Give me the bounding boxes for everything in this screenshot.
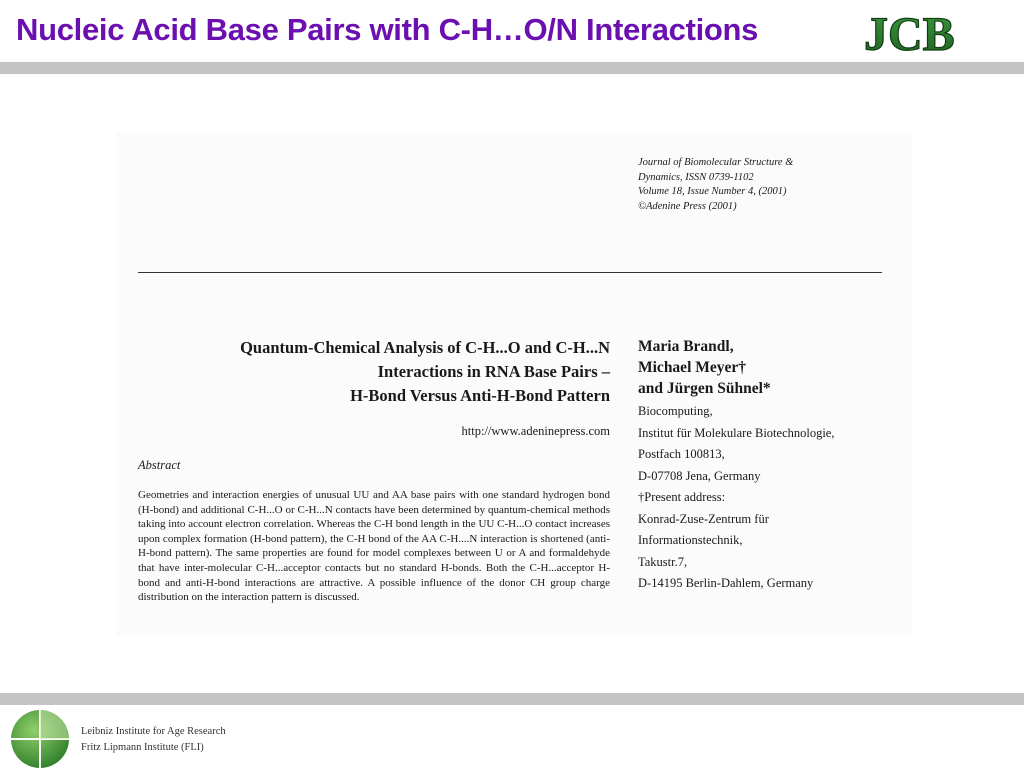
slide-title: Nucleic Acid Base Pairs with C-H…O/N Interactions <box>16 12 759 47</box>
article-title-line: Quantum-Chemical Analysis of C-H...O and C-H...N <box>240 338 610 357</box>
affiliation-line: D-14195 Berlin-Dahlem, Germany <box>638 576 814 590</box>
author-line: Maria Brandl, <box>638 338 734 355</box>
journal-line: Journal of Biomolecular Structure & <box>638 157 794 168</box>
article-title-line: Interactions in RNA Base Pairs – <box>377 362 610 381</box>
bottom-divider <box>0 693 1024 705</box>
affiliation-line: Postfach 100813, <box>638 447 725 461</box>
author-line: Michael Meyer† <box>638 359 747 376</box>
article-title <box>136 336 610 408</box>
horizontal-rule <box>138 272 882 273</box>
author-list <box>638 336 898 399</box>
jcb-logo-text: JCB <box>864 8 955 60</box>
journal-line: Dynamics, ISSN 0739-1102 <box>638 171 754 183</box>
jcb-logo <box>862 4 1012 60</box>
affiliation-line: Institut für Molekulare Biotechnologie, <box>638 425 835 440</box>
affiliation <box>638 401 898 595</box>
journal-line: Volume 18, Issue Number 4, (2001) <box>638 186 787 197</box>
journal-info <box>638 156 898 214</box>
article-scan <box>116 132 912 636</box>
press-url: http://www.adeninepress.com <box>461 424 610 438</box>
affiliation-line: Informationstechnik, <box>638 533 743 547</box>
affiliation-line: Takustr.7, <box>638 554 688 569</box>
journal-line: ©Adenine Press (2001) <box>638 200 737 212</box>
article-title-line: H-Bond Versus Anti-H-Bond Pattern <box>350 386 610 405</box>
institute-name <box>81 724 226 756</box>
affiliation-line: †Present address: <box>638 490 726 504</box>
author-line: and Jürgen Sühnel* <box>638 380 771 397</box>
abstract-heading: Abstract <box>138 458 181 472</box>
institute-line: Fritz Lipmann Institute (FLI) <box>81 742 204 753</box>
affiliation-line: D-07708 Jena, Germany <box>638 468 761 483</box>
affiliation-line: Konrad-Zuse-Zentrum für <box>638 511 769 526</box>
affiliation-line: Biocomputing, <box>638 404 713 418</box>
fli-logo-icon <box>8 708 72 770</box>
abstract-text: Geometries and interaction energies of unusual UU and AA base pairs with one standard hydrogen bond (H-bond) and additional C-H...O or C-H...N contacts have been determined by quantum-chemical methods taking into account electron correlation. Whereas the C-H bond length in the UU C-H...O contact increases upon complex formation (H-bond pattern), the C-H bond of the AA C-H....N interaction is shortened (anti-H-bond pattern). The same properties are found for model complexes between U or A and formaldehyde that have inter-molecular C-H...acceptor contacts but no standard H-bonds. Both the C-H...acceptor H-bond and anti-H-bond interactions are attractive. A possible influence of the donor CH group charge distribution on the interaction pattern is discussed. <box>138 489 610 604</box>
top-divider <box>0 62 1024 74</box>
institute-line: Leibniz Institute for Age Research <box>81 726 226 737</box>
